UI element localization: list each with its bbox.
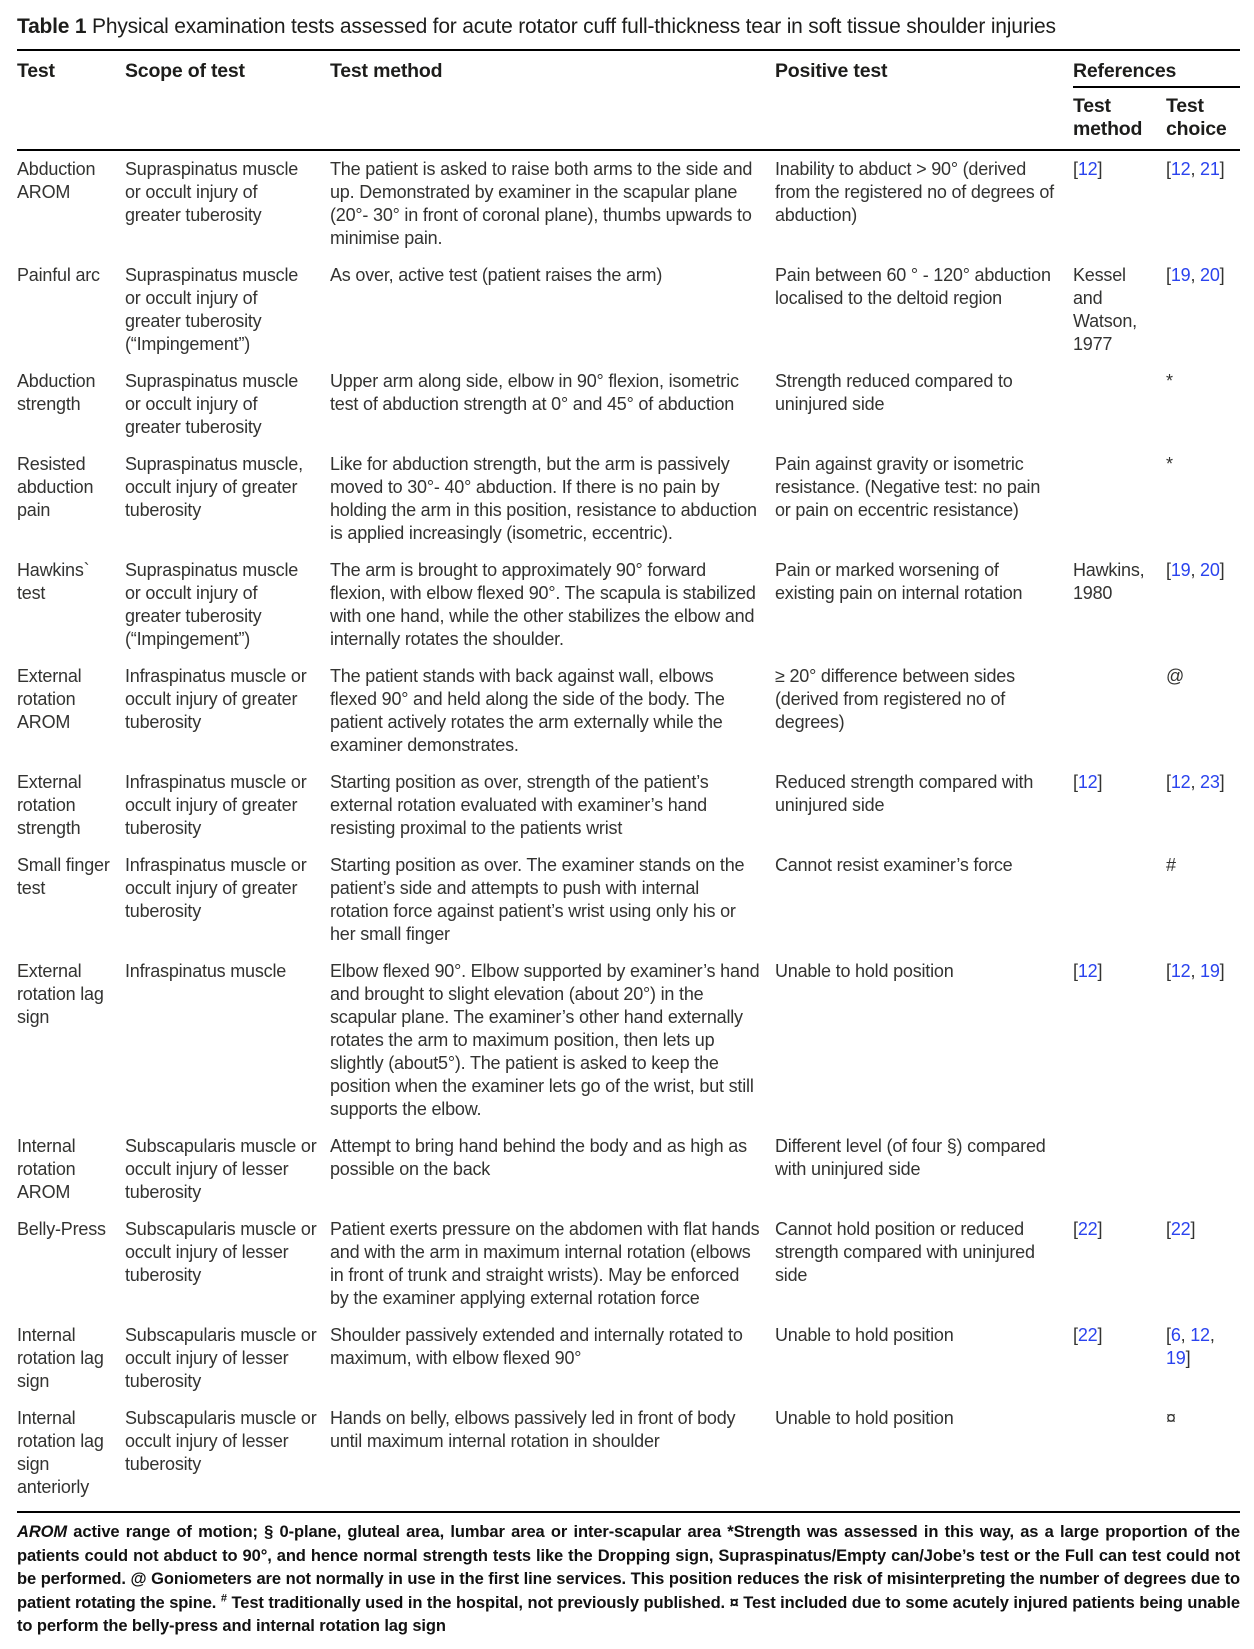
footnote-segment: active range of motion; § 0-plane, gluteal area, lumbar area or inter-scapular area *Strength was assessed in this way, as a large proportion of the patients could not abduct to 90°, and hence normal strength tests like the Dropping sign, Supraspinatus/Empty can/Jobe’s test or the Full can test could not be performed. @ Goniometers are not normally in use in the first line services. This position reduces the risk of misinterpreting the number of degrees due to patient rotating the spine. (17, 1523, 1240, 1612)
cell-reference-test-method (1073, 847, 1166, 953)
table-row (17, 847, 1240, 953)
cell-test-name: External rotation strength (17, 772, 82, 838)
cell-positive-test: Unable to hold position (775, 1325, 954, 1345)
cell-reference-test-choice: [12, 19] (1166, 961, 1225, 981)
table-row (17, 953, 1240, 1128)
cell-positive-test: Unable to hold position (775, 961, 954, 981)
table-row (17, 1128, 1240, 1211)
examination-tests-table (17, 49, 1240, 1511)
reference-link[interactable]: 23 (1200, 772, 1220, 792)
cell-reference-test-choice: [19, 20] (1166, 265, 1225, 285)
cell-reference-test-method: [12] (1073, 159, 1103, 179)
cell-test-name: Abduction strength (17, 371, 96, 414)
table-row (17, 257, 1240, 363)
footnote-segment: AROM (17, 1523, 68, 1541)
cell-scope-of-test: Infraspinatus muscle or occult injury of greater tuberosity (125, 666, 307, 732)
reference-link[interactable]: 12 (1077, 772, 1098, 792)
col-header-test: Test (17, 50, 125, 150)
cell-test-name: Internal rotation lag sign (17, 1325, 104, 1391)
cell-scope-of-test: Supraspinatus muscle or occult injury of greater tuberosity (125, 371, 299, 437)
cell-positive-test: Unable to hold position (775, 1408, 954, 1428)
reference-link[interactable]: 19 (1200, 961, 1220, 981)
cell-reference-test-choice (1166, 1128, 1240, 1211)
cell-reference-test-choice: [22] (1166, 1219, 1196, 1239)
cell-test-name: Hawkins` test (17, 560, 90, 603)
cell-test-method: Upper arm along side, elbow in 90° flexion, isometric test of abduction strength at 0° and 45° of abduction (330, 371, 739, 414)
cell-test-method: Elbow flexed 90°. Elbow supported by examiner’s hand and brought to slight elevation (about 20°) in the scapular plane. The examiner’s other hand externally rotates the arm to maximum position, then lets up slightly (about5°). The patient is asked to keep the position when the examiner lets go of the wrist, but still supports the elbow. (330, 961, 760, 1119)
cell-test-name: Small finger test (17, 855, 110, 898)
table-caption-text: Physical examination tests assessed for acute rotator cuff full-thickness tear in soft tissue shoulder injuries (92, 15, 1056, 38)
footnote-segment: # (220, 1592, 227, 1604)
reference-link[interactable]: 6 (1170, 1325, 1181, 1345)
cell-reference-test-method: [22] (1073, 1325, 1103, 1345)
table-row (17, 446, 1240, 552)
table-row (17, 552, 1240, 658)
cell-test-name: Internal rotation AROM (17, 1136, 76, 1202)
cell-test-method: Starting position as over. The examiner stands on the patient’s side and attempts to push with internal rotation force against patient’s wrist using only his or her small finger (330, 855, 745, 944)
cell-test-method: The patient stands with back against wall, elbows flexed 90° and held along the side of the body. The patient actively rotates the arm externally while the examiner demonstrates. (330, 666, 725, 755)
table-row (17, 658, 1240, 764)
col-header-scope: Scope of test (125, 50, 330, 150)
cell-test-method: Attempt to bring hand behind the body and as high as possible on the back (330, 1136, 747, 1179)
cell-reference-test-method: [12] (1073, 772, 1103, 792)
table-row (17, 1400, 1240, 1511)
cell-scope-of-test: Supraspinatus muscle or occult injury of greater tuberosity (“Impingement”) (125, 265, 299, 354)
footnote-segment: Test traditionally used in the hospital, not previously published. ¤ Test included due to some acutely injured patients being unable to perform the belly-press and internal rotation lag sign (17, 1593, 1240, 1635)
cell-reference-test-choice: [12, 23] (1166, 772, 1225, 792)
col-header-method: Test method (330, 50, 775, 150)
reference-link[interactable]: 22 (1077, 1219, 1098, 1239)
cell-test-method: Patient exerts pressure on the abdomen with flat hands and with the arm in maximum internal rotation (elbows in front of trunk and straight wrists). May be enforced by the examiner applying external rotation force (330, 1219, 760, 1308)
col-header-positive: Positive test (775, 50, 1073, 150)
reference-link[interactable]: 12 (1077, 159, 1098, 179)
reference-link[interactable]: 22 (1170, 1219, 1191, 1239)
cell-reference-test-method: [22] (1073, 1219, 1103, 1239)
cell-scope-of-test: Subscapularis muscle or occult injury of lesser tuberosity (125, 1136, 317, 1202)
cell-positive-test: Cannot resist examiner’s force (775, 855, 1013, 875)
reference-link[interactable]: 12 (1170, 772, 1191, 792)
cell-test-method: Starting position as over, strength of the patient’s external rotation evaluated with examiner’s hand resisting proximal to the patients wrist (330, 772, 709, 838)
cell-scope-of-test: Supraspinatus muscle or occult injury of greater tuberosity (125, 159, 299, 225)
table-row (17, 1317, 1240, 1400)
col-header-ref-method: Test method (1073, 87, 1166, 150)
cell-test-name: External rotation lag sign (17, 961, 104, 1027)
cell-positive-test: Pain between 60 ° - 120° abduction localised to the deltoid region (775, 265, 1051, 308)
cell-reference-test-choice: [19, 20] (1166, 560, 1225, 580)
cell-scope-of-test: Supraspinatus muscle or occult injury of greater tuberosity (“Impingement”) (125, 560, 299, 649)
cell-test-method: Like for abduction strength, but the arm is passively moved to 30°- 40° abduction. If there is no pain by holding the arm in this position, resistance to abduction is applied increasingly (isometric, eccentric). (330, 454, 757, 543)
cell-scope-of-test: Infraspinatus muscle or occult injury of greater tuberosity (125, 772, 307, 838)
cell-test-name: Belly-Press (17, 1219, 106, 1239)
reference-link[interactable]: 22 (1077, 1325, 1098, 1345)
reference-link[interactable]: 12 (1190, 1325, 1210, 1345)
cell-reference-test-method (1073, 363, 1166, 446)
cell-scope-of-test: Supraspinatus muscle, occult injury of greater tuberosity (125, 454, 303, 520)
cell-test-name: Resisted abduction pain (17, 454, 94, 520)
cell-test-method: Hands on belly, elbows passively led in front of body until maximum internal rotation in shoulder (330, 1408, 736, 1451)
cell-positive-test: Reduced strength compared with uninjured side (775, 772, 1034, 815)
table-footnote (17, 1511, 1240, 1639)
cell-scope-of-test: Subscapularis muscle or occult injury of lesser tuberosity (125, 1219, 317, 1285)
cell-reference-test-choice: @ (1166, 666, 1185, 686)
cell-reference-test-method: Hawkins, 1980 (1073, 560, 1145, 603)
cell-test-method: The patient is asked to raise both arms to the side and up. Demonstrated by examiner in the scapular plane (20°- 30° in front of coronal plane), thumbs upwards to minimise pain. (330, 159, 753, 248)
cell-reference-test-method (1073, 658, 1166, 764)
cell-positive-test: Pain or marked worsening of existing pain on internal rotation (775, 560, 1023, 603)
cell-reference-test-method (1073, 446, 1166, 552)
cell-reference-test-choice: # (1166, 855, 1176, 875)
cell-reference-test-choice: * (1166, 371, 1173, 391)
reference-link[interactable]: 12 (1170, 159, 1191, 179)
cell-test-name: Abduction AROM (17, 159, 96, 202)
col-header-ref-choice: Test choice (1166, 87, 1240, 150)
reference-link[interactable]: 19 (1170, 560, 1191, 580)
reference-link[interactable]: 12 (1077, 961, 1098, 981)
reference-link[interactable]: 20 (1200, 265, 1220, 285)
cell-scope-of-test: Subscapularis muscle or occult injury of lesser tuberosity (125, 1325, 317, 1391)
table-row (17, 150, 1240, 257)
reference-link[interactable]: 21 (1200, 159, 1220, 179)
table-row (17, 363, 1240, 446)
cell-reference-test-choice: * (1166, 454, 1173, 474)
cell-test-method: As over, active test (patient raises the arm) (330, 265, 663, 285)
table-caption (17, 14, 1240, 40)
cell-reference-test-method: [12] (1073, 961, 1103, 981)
cell-reference-test-method: Kessel and Watson, 1977 (1073, 265, 1137, 354)
table-row (17, 1211, 1240, 1317)
col-header-references: References (1073, 50, 1240, 87)
cell-scope-of-test: Infraspinatus muscle (125, 961, 287, 981)
cell-test-name: External rotation AROM (17, 666, 82, 732)
table-header (17, 50, 1240, 150)
cell-reference-test-method (1073, 1128, 1166, 1211)
reference-link[interactable]: 19 (1166, 1348, 1186, 1368)
cell-reference-test-choice: [12, 21] (1166, 159, 1225, 179)
reference-link[interactable]: 20 (1200, 560, 1220, 580)
cell-scope-of-test: Subscapularis muscle or occult injury of lesser tuberosity (125, 1408, 317, 1474)
cell-test-name: Painful arc (17, 265, 100, 285)
cell-reference-test-method (1073, 1400, 1166, 1511)
cell-test-method: Shoulder passively extended and internally rotated to maximum, with elbow flexed 90° (330, 1325, 743, 1368)
cell-positive-test: ≥ 20° difference between sides (derived from registered no of degrees) (775, 666, 1015, 732)
cell-positive-test: Cannot hold position or reduced strength compared with uninjured side (775, 1219, 1035, 1285)
table-row (17, 764, 1240, 847)
cell-positive-test: Different level (of four §) compared with uninjured side (775, 1136, 1046, 1179)
reference-link[interactable]: 12 (1170, 961, 1191, 981)
cell-test-name: Internal rotation lag sign anteriorly (17, 1408, 104, 1497)
table-body (17, 150, 1240, 1511)
cell-positive-test: Strength reduced compared to uninjured side (775, 371, 1013, 414)
cell-positive-test: Pain against gravity or isometric resistance. (Negative test: no pain or pain on eccentric resistance) (775, 454, 1041, 520)
cell-reference-test-choice: [6, 12, 19] (1166, 1325, 1215, 1368)
cell-scope-of-test: Infraspinatus muscle or occult injury of greater tuberosity (125, 855, 307, 921)
cell-test-method: The arm is brought to approximately 90° forward flexion, with elbow flexed 90°. The scapula is stabilized with one hand, while the other stabilizes the elbow and internally rotates the shoulder. (330, 560, 756, 649)
table-number: Table 1 (17, 15, 87, 38)
reference-link[interactable]: 19 (1170, 265, 1191, 285)
cell-positive-test: Inability to abduct > 90° (derived from the registered no of degrees of abduction) (775, 159, 1054, 225)
cell-reference-test-choice: ¤ (1166, 1408, 1176, 1428)
